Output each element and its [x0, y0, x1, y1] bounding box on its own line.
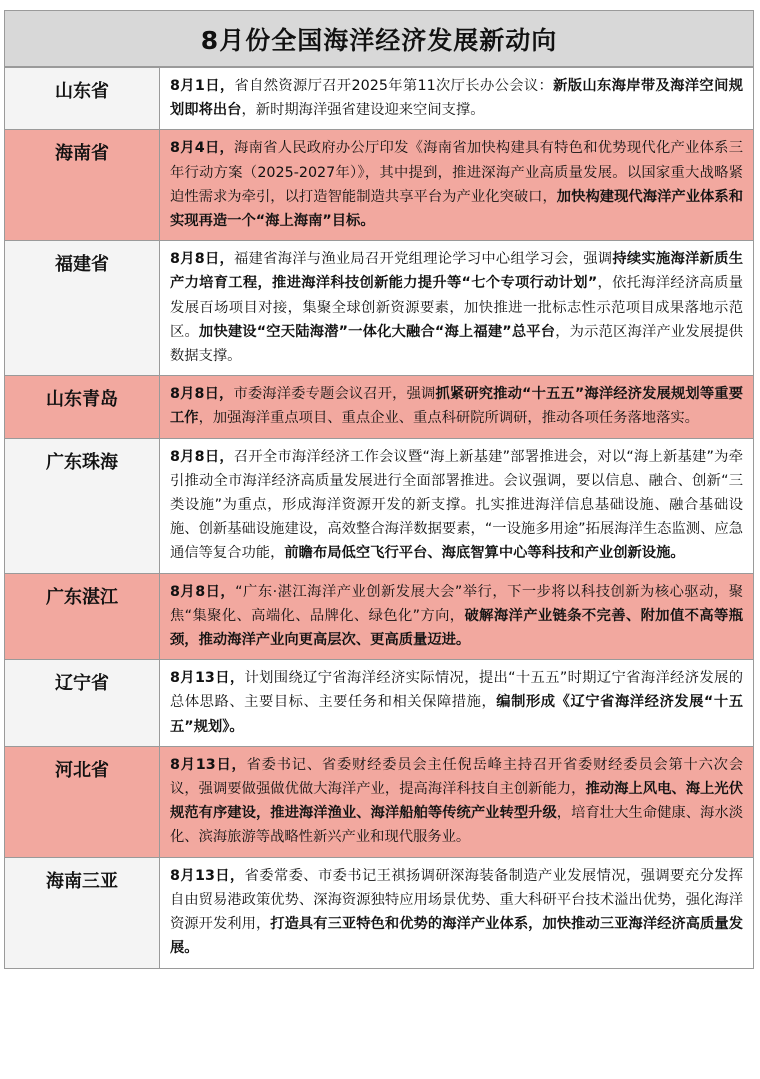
body-text: 计划围绕辽宁省海洋经济实际情况，提出“十五五”时期辽宁省海洋经济发展的总体思路、主要目标、主要任务和相关保障措施，: [170, 670, 744, 711]
table-row: [5, 857, 754, 968]
region-cell: 山东省: [5, 68, 160, 130]
content-cell: [160, 130, 754, 241]
bold-text: 8月1日，: [170, 78, 235, 94]
bold-text: 前瞻布局低空飞行平台、海底智算中心等科技和产业创新设施。: [284, 545, 685, 562]
bold-text: 8月8日，: [170, 251, 235, 268]
bold-text: 加快构建现代海洋产业体系和实现再造一个“海上海南”目标。: [170, 188, 744, 230]
body-text: 召开全市海洋经济工作会议暨“海上新基建”部署推进会，对以“海上新基建”为牵引推动全市海洋经济高质量发展进行全面部署推进。会议强调，要以信息、融合、创新“三类设施”为重点，形成海洋资源开发的新支撑。扎实推进海洋信息基础设施、融合基础设施、创新基础设施建设，高效整合海洋数据要素，“一设施多用途”拓展海洋生态监测、应急通信等复合功能，: [170, 448, 743, 562]
bold-text: 8月4日，: [170, 140, 235, 157]
table-row: [5, 746, 754, 857]
region-cell: 海南省: [5, 130, 160, 241]
table-row: [5, 68, 754, 130]
table-row: [5, 376, 754, 438]
bold-text: 破解海洋产业链条不完善、附加值不高等瓶颈，推动海洋产业向更高层次、更高质量迈进。: [170, 607, 744, 649]
bold-text: 加快建设“空天陆海潜”一体化大融合“海上福建”总平台: [198, 323, 556, 340]
content-cell: [160, 660, 754, 747]
region-cell: 海南三亚: [5, 857, 160, 968]
bold-text: 新版山东海岸带及海洋空间规划即将出台: [170, 78, 743, 119]
content-cell: [160, 573, 754, 660]
bold-text: 8月8日，: [170, 583, 236, 600]
bold-text: 编制形成《辽宁省海洋经济发展“十五五”规划》。: [170, 694, 743, 735]
content-cell: [160, 746, 754, 857]
body-text: 海南省人民政府办公厅印发《海南省加快构建具有特色和优势现代化产业体系三年行动方案（2025-2027年）》，其中提到，推进深海产业高质量发展。以国家重大战略紧迫性需求为牵引，以打造智能制造共享平台为产业化突破口，: [170, 140, 743, 205]
bold-text: 持续实施海洋新质生产力培育工程，推进海洋科技创新能力提升等“七个专项行动计划”: [170, 251, 743, 292]
body-text: 福建省海洋与渔业局召开党组理论学习中心组学习会，强调: [234, 251, 613, 268]
table-row: [5, 438, 754, 573]
body-text: ，新时期海洋强省建设迎来空间支撑。: [241, 102, 485, 119]
region-cell: 广东珠海: [5, 438, 160, 573]
region-cell: 福建省: [5, 241, 160, 376]
body-text: 省委书记、省委财经委员会主任倪岳峰主持召开省委财经委员会第十六次会议，强调要做强做优做大海洋产业，提高海洋科技自主创新能力，: [170, 756, 744, 798]
region-cell: 河北省: [5, 746, 160, 857]
bold-text: 抓紧研究推动“十五五”海洋经济发展规划等重要工作: [170, 386, 743, 427]
page-title: 8月份全国海洋经济发展新动向: [4, 10, 754, 67]
body-text: ，加强海洋重点项目、重点企业、重点科研院所调研，推动各项任务落地落实。: [198, 410, 699, 427]
body-text: 市委海洋委专题会议召开，强调: [233, 386, 436, 403]
content-cell: [160, 438, 754, 573]
news-table: [4, 67, 754, 969]
body-text: 省委常委、市委书记王祺扬调研深海装备制造产业发展情况，强调要充分发挥自由贸易港政策优势、深海资源独特应用场景优势、重大科研平台技术溢出优势，强化海洋资源开发利用，: [170, 867, 744, 933]
page: [4, 10, 754, 969]
region-cell: 广东湛江: [5, 573, 160, 660]
bold-text: 8月13日，: [170, 670, 245, 687]
body-text: “广东·湛江海洋产业创新发展大会”举行，下一步将以科技创新为核心驱动，聚焦“集聚化、高端化、品牌化、绿色化”方向，: [170, 583, 743, 624]
content-cell: [160, 376, 754, 438]
table-row: [5, 660, 754, 747]
body-text: ，为示范区海洋产业发展提供数据支撑。: [170, 323, 744, 365]
bold-text: 8月8日，: [170, 386, 234, 403]
body-text: ，依托海洋经济高质量发展百场项目对接，集聚全球创新资源要素，加快推进一批标志性示范项目成果落地示范区。: [170, 275, 744, 340]
body-text: 省自然资源厅召开2025年第11次厅长办公会议：: [234, 78, 554, 94]
content-cell: [160, 68, 754, 130]
table-row: [5, 241, 754, 376]
bold-text: 8月13日，: [170, 867, 245, 884]
table-row: [5, 130, 754, 241]
bold-text: 8月13日，: [170, 756, 247, 773]
bold-text: 8月8日，: [170, 448, 234, 465]
region-cell: 山东青岛: [5, 376, 160, 438]
table-row: [5, 573, 754, 660]
content-cell: [160, 857, 754, 968]
body-text: ，培育壮大生命健康、海水淡化、滨海旅游等战略性新兴产业和现代服务业。: [170, 805, 744, 846]
bold-text: 推动海上风电、海上光伏规范有序建设，推进海洋渔业、海洋船舶等传统产业转型升级: [170, 781, 744, 822]
content-cell: [160, 241, 754, 376]
region-cell: 辽宁省: [5, 660, 160, 747]
bold-text: 打造具有三亚特色和优势的海洋产业体系，加快推动三亚海洋经济高质量发展。: [170, 916, 743, 957]
